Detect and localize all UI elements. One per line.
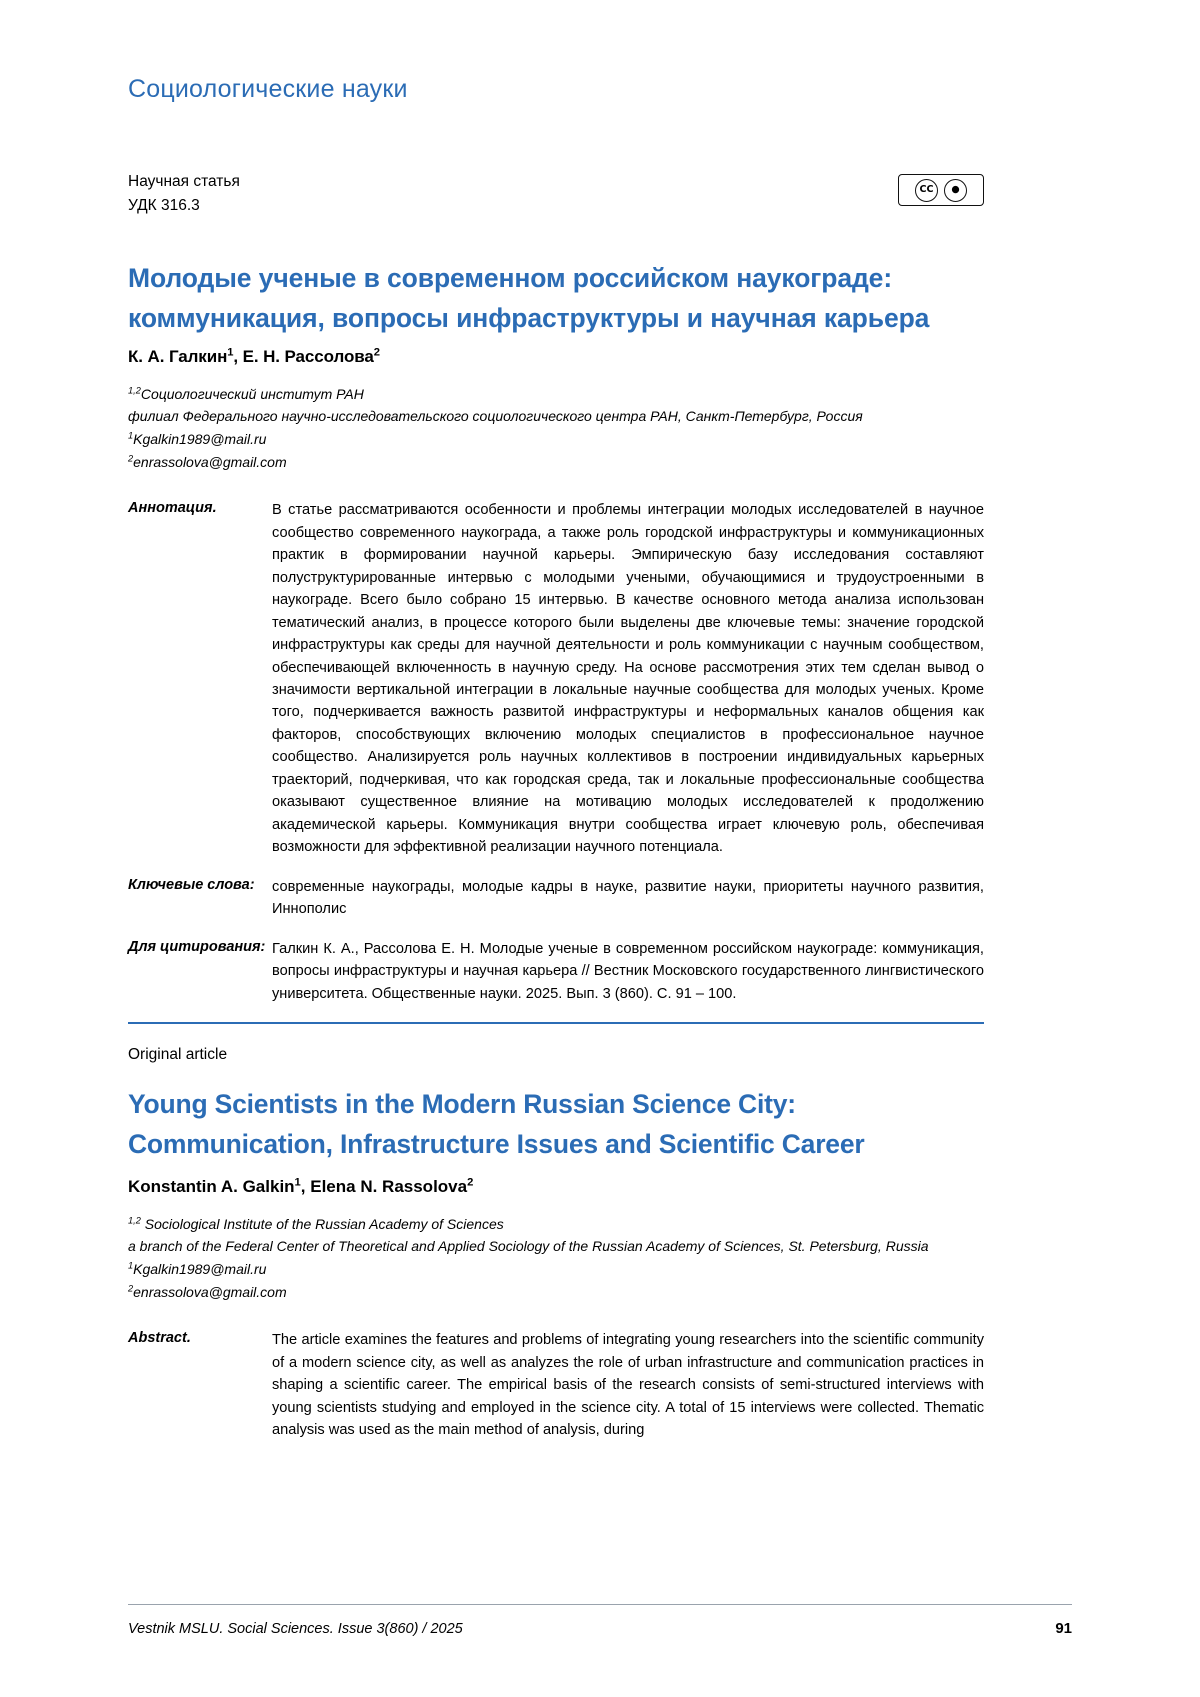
affiliation-ru-line1: $^{1,2}$Социологический институт РАН — [128, 384, 364, 402]
email-ru-2[interactable]: $^2$enrassolova@gmail.com — [128, 452, 287, 470]
cc-icon: CC — [915, 179, 938, 202]
keywords-label-ru: Ключевые слова: — [128, 876, 255, 893]
abstract-text-ru: В статье рассматриваются особенности и проблемы интеграции молодых исследователей в научное сообщество современного наукограда, а также роль городской инфраструктуры и коммуникационных практик в формировании научной карьеры. Эмпирическую базу исследования составляют полуструктурированные интервью с молодыми учеными, обучающимися и трудоустроенными в наукограде. Всего было собрано 15 интервью. В качестве основного метода анализа использован тематический анализ, в процессе которого были выделены две ключевые темы: значение городской инфраструктуры как среды для научной деятельности и роль коммуникации с научным сообществом, обеспечивающей включенность в научную среду. На основе рассмотрения этих тем сделан вывод о значимости вертикальной интеграции в локальные научные сообщества для молодых ученых. Кроме того, подчеркивается важность развитой инфраструктуры и неформальных каналов общения как факторов, способствующих включению молодых специалистов в профессиональное научное сообщество. Анализируется роль научных коллективов в построении индивидуальных карьерных траекторий, подчеркивая, что как городская среда, так и локальные профессиональные сообщества оказывают существенное влияние на мотивацию молодых исследователей к продолжению академической карьеры. Коммуникация внутри сообщества играет ключевую роль, обеспечивая возможности для эффективной реализации научного потенциала. — [272, 502, 984, 856]
affiliation-ru-line2: филиал Федерального научно-исследовательского социологического центра РАН, Санкт-Петербург, Россия — [128, 408, 863, 425]
citation-text-ru: Галкин К. А., Рассолова Е. Н. Молодые ученые в современном российском наукограде: коммуникация, вопросы инфраструктуры и научная карьера // Вестник Московского государственного лингвистического университета. Общественные науки. 2025. Вып. 3 (860). С. 91 – 100. — [272, 940, 984, 1002]
page-content — [128, 0, 984, 1459]
abstract-text-en: The article examines the features and problems of integrating young researchers into the scientific community of a modern science city, as well as analyzes the role of urban infrastructure and communication practices in shaping a scientific career. The empirical basis of the research consists of semi-structured interviews with young scientists studying and employed in the science city. A total of 15 interviews were collected. Thematic analysis was used as the main method of analysis, during — [272, 1332, 984, 1439]
abstract-row-ru — [128, 499, 984, 859]
section-heading: Социологические науки — [128, 75, 408, 103]
page-title-ru: Молодые ученые в современном российском наукограде: коммуникация, вопросы инфраструктуры и научная карьера — [128, 263, 930, 334]
abstract-row-en — [128, 1329, 984, 1441]
section-divider — [128, 1022, 984, 1024]
original-article-label: Original article — [128, 1046, 228, 1064]
footer-divider — [128, 1604, 1072, 1605]
abstract-block-en — [128, 1329, 984, 1441]
udc-code: УДК 316.3 — [128, 197, 200, 215]
abstract-label-ru: Аннотация. — [128, 500, 217, 517]
page-footer — [128, 1620, 1072, 1637]
article-meta — [128, 170, 240, 218]
citation-label-ru: Для цитирования: — [128, 938, 266, 955]
authors-en: Konstantin A. Galkin$^1$, Elena N. Rassolova$^2$ — [128, 1175, 474, 1196]
authors-ru: К. А. Галкин$^1$, Е. Н. Рассолова$^2$ — [128, 345, 380, 366]
keywords-row-ru — [128, 876, 984, 921]
citation-row-ru — [128, 938, 984, 1005]
email-ru-1[interactable]: $^1$Kgalkin1989@mail.ru — [128, 430, 267, 447]
affiliation-ru — [128, 383, 984, 474]
keywords-text-ru: современные наукограды, молодые кадры в науке, развитие науки, приоритеты научного развития, Иннополис — [272, 878, 984, 918]
affiliation-en — [128, 1213, 984, 1304]
cc-by-icon — [898, 174, 984, 206]
page-title-en: Young Scientists in the Modern Russian Science City: Communication, Infrastructure Issues and Scientific Career — [128, 1089, 865, 1160]
by-icon: ● — [944, 179, 967, 202]
article-meta-row — [128, 170, 984, 218]
page-number: 91 — [1055, 1620, 1072, 1637]
affiliation-en-line2: a branch of the Federal Center of Theoretical and Applied Sociology of the Russian Academy of Sciences, St. Petersburg, Russia — [128, 1238, 929, 1255]
email-en-1[interactable]: $^1$Kgalkin1989@mail.ru — [128, 1260, 267, 1277]
article-type: Научная статья — [128, 173, 240, 190]
footer-journal-info: Vestnik MSLU. Social Sciences. Issue 3(860) / 2025 — [128, 1621, 463, 1637]
affiliation-en-line1: $^{1,2}$ Sociological Institute of the Russian Academy of Sciences — [128, 1214, 504, 1232]
email-en-2[interactable]: $^2$enrassolova@gmail.com — [128, 1282, 287, 1300]
abstract-block-ru — [128, 499, 984, 1005]
abstract-label-en: Abstract. — [128, 1330, 191, 1347]
